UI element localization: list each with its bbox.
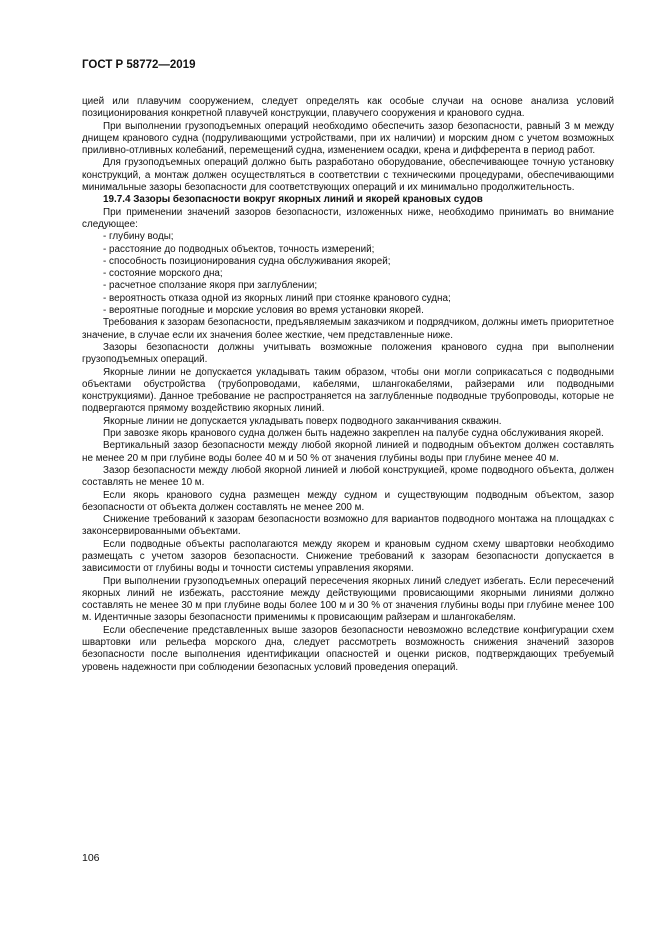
paragraph: Для грузоподъемных операций должно быть разработано оборудование, обеспечивающее точную установку конструкций, а монтаж должен осуществляться в соответствии с техническими процедурами, обеспечивающими минимальные зазоры безопасности для соответствующих операций и их минимально продолжительность. <box>82 157 614 194</box>
list-item: - состояние морского дна; <box>103 268 223 280</box>
paragraph: Зазор безопасности между любой якорной линией и любой конструкцией, кроме подводного объекта, должен составлять не менее 10 м. <box>82 464 614 489</box>
list-item: - глубину воды; <box>103 231 174 243</box>
paragraph: цией или плавучим сооружением, следует определять как особые случаи на основе анализа условий позиционирования конкретной плавучей конструкции, плавучего сооружения и кранового судна. <box>82 96 614 120</box>
paragraph: Вертикальный зазор безопасности между любой якорной линией и подводным объектом должен составлять не менее 20 м при глубине воды более 40 м и 50 % от значения глубины воды при глубине менее 40 м. <box>82 440 614 464</box>
paragraph: Зазоры безопасности должны учитывать возможные положения кранового судна при выполнении грузоподъемных операций. <box>82 341 614 366</box>
paragraph: Если якорь кранового судна размещен между судном и существующим подводным объектом, зазор безопасности от объекта должен составлять не менее 200 м. <box>82 489 614 513</box>
paragraph: При выполнении грузоподъемных операций необходимо обеспечить зазор безопасности, равный 3 м между днищем кранового судна (подруливающими устройствами, при их наличии) и морским дном с учетом возможных приливно-отливных колебаний, перемещений судна, изменением осадки, крена и дифферента в период работ. <box>82 120 614 157</box>
section-heading: 19.7.4 Зазоры безопасности вокруг якорных линий и якорей крановых судов <box>103 194 483 206</box>
list-item: - расчетное сползание якоря при заглублении; <box>103 280 318 292</box>
paragraph: Требования к зазорам безопасности, предъявляемым заказчиком и подрядчиком, должны иметь приоритетное значение, в случае если их значения более жесткие, чем представленные ниже. <box>82 317 614 341</box>
paragraph: При применении значений зазоров безопасности, изложенных ниже, необходимо принимать во внимание следующее: <box>82 206 614 230</box>
list-item: - способность позиционирования судна обслуживания якорей; <box>103 255 391 267</box>
list-item: - вероятность отказа одной из якорных линий при стоянке кранового судна; <box>103 292 451 304</box>
document-body <box>82 96 614 674</box>
paragraph: Если подводные объекты располагаются между якорем и крановым судном схему швартовки необходимо размещать с учетом зазоров безопасности. Снижение требований к зазорам безопасности допускается в зависимости от глубины воды и точности системы управления якорями. <box>82 538 614 575</box>
standard-header: ГОСТ Р 58772—2019 <box>82 59 196 71</box>
paragraph: Если обеспечение представленных выше зазоров безопасности невозможно вследствие конфигурации схем швартовки или рельефа морского дна, следует рассмотреть возможность снижения значений зазоров безопасности после выполнения идентификации опасностей и оценки рисков, подтверждающих требуемый уровень надежности при соблюдении безопасных условий проведения операций. <box>82 624 614 673</box>
paragraph: При выполнении грузоподъемных операций пересечения якорных линий следует избегать. Если пересечений якорных линий не избежать, расстояние между действующими провисающими якорными линиями должно составлять не менее 30 м при глубине воды более 100 м и 30 % от значения глубины воды при глубине менее 100 м. Идентичные зазоры безопасности применимы к провисающим райзерам и шлангокабелям. <box>82 575 614 624</box>
paragraph: При завозке якорь кранового судна должен быть надежно закреплен на палубе судна обслуживания якорей. <box>103 428 604 440</box>
paragraph: Снижение требований к зазорам безопасности возможно для вариантов подводного монтажа на площадках с законсервированными объектами. <box>82 514 614 538</box>
list-item: - расстояние до подводных объектов, точность измерений; <box>103 243 375 255</box>
document-page <box>82 58 614 674</box>
page-number: 106 <box>82 852 100 864</box>
list-item: - вероятные погодные и морские условия во время установки якорей. <box>103 305 424 317</box>
paragraph: Якорные линии не допускается укладывать поверх подводного заканчивания скважин. <box>103 415 502 427</box>
paragraph: Якорные линии не допускается укладывать таким образом, чтобы они могли соприкасаться с подводными объектами обустройства (трубопроводами, кабелями, шлангокабелями, райзерами или подводными конструкциями). Данное требование не распространяется на заглубленные подводные трубопроводы, которые не подвергаются прямому воздействию якорных линий. <box>82 366 614 415</box>
